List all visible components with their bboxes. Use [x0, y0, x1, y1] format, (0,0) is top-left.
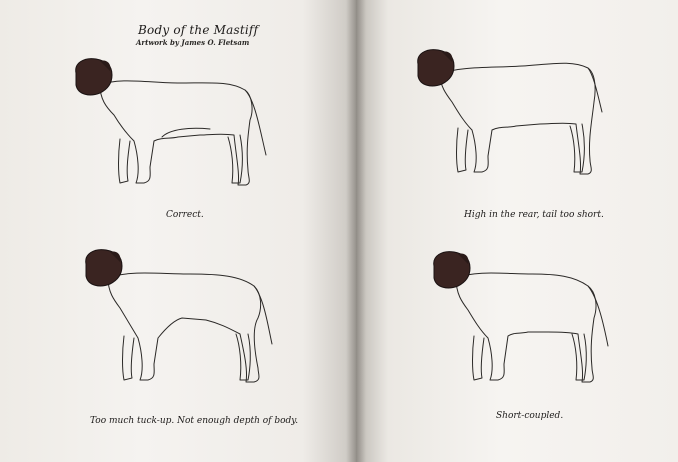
mastiff-figure-short-coupled [428, 250, 628, 390]
caption-high-in-rear: High in the rear, tail too short. [464, 210, 604, 220]
mastiff-figure-correct [70, 55, 270, 195]
page-title: Body of the Mastiff [138, 23, 259, 37]
artwork-credit: Artwork by James O. Fletsam [136, 38, 250, 47]
mastiff-figure-tuck-up [82, 248, 282, 388]
caption-correct: Correct. [166, 210, 204, 220]
book-gutter [346, 0, 366, 462]
caption-tuck-up: Too much tuck-up. Not enough depth of body. [90, 416, 299, 426]
caption-short-coupled: Short-coupled. [496, 411, 564, 421]
mastiff-figure-high-in-rear [412, 42, 612, 182]
